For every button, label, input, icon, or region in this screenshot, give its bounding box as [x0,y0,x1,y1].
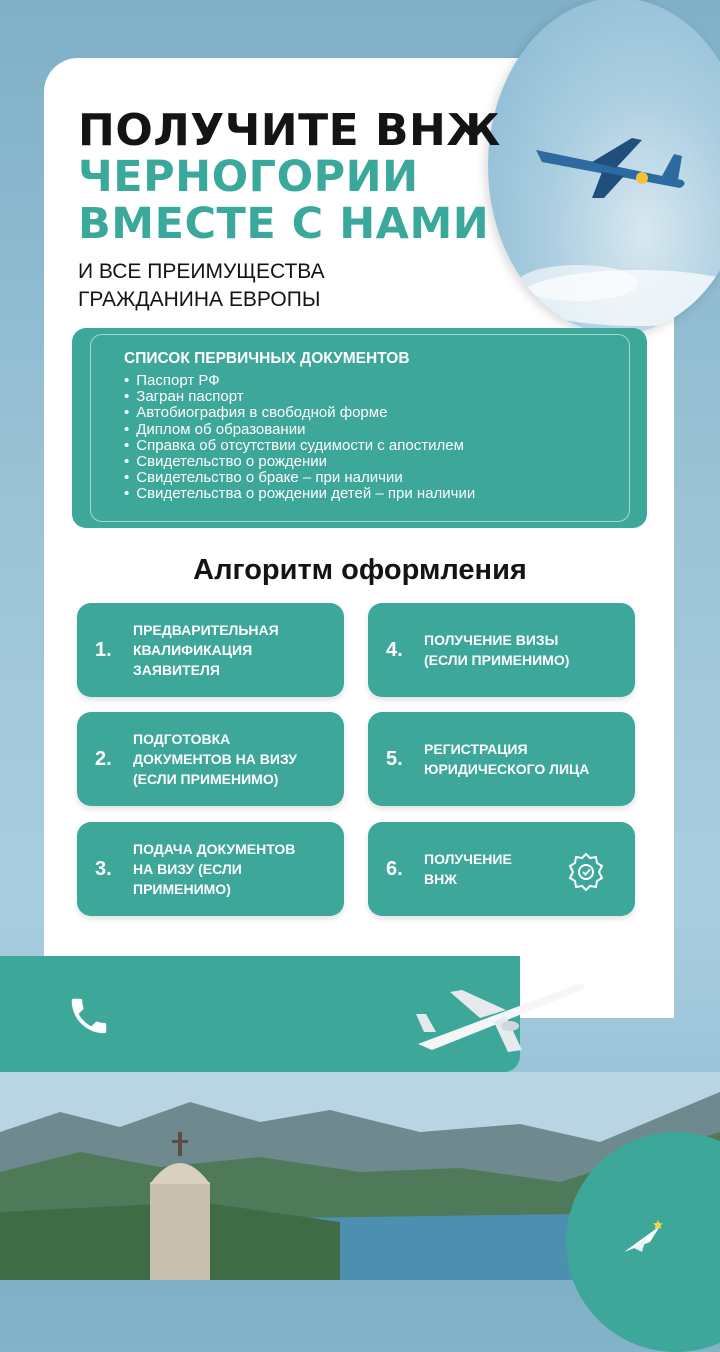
document-item: • Паспорт РФ [124,373,475,389]
step-card-5 [368,712,635,806]
airplane-icon [410,970,590,1056]
phone-icon[interactable] [66,993,112,1039]
step-card-3 [77,822,344,916]
airplane-icon [532,132,692,202]
documents-title: СПИСОК ПЕРВИЧНЫХ ДОКУМЕНТОВ [124,350,410,367]
award-badge-icon [566,852,606,892]
step-label: ПРЕДВАРИТЕЛЬНАЯ КВАЛИФИКАЦИЯ ЗАЯВИТЕЛЯ [133,622,279,678]
step-card-1 [77,603,344,697]
brand-logo-icon [620,1218,666,1258]
step-number: 6. [386,857,403,880]
subheadline-line1: И ВСЕ ПРЕИМУЩЕСТВА [78,260,325,283]
step-number: 1. [95,638,112,661]
step-card-6 [368,822,635,916]
step-label: РЕГИСТРАЦИЯ ЮРИДИЧЕСКОГО ЛИЦА [424,741,590,777]
algorithm-title: Алгоритм оформления [193,554,527,586]
documents-list [124,373,475,503]
document-item: • Загран паспорт [124,389,475,405]
step-label: ПОДГОТОВКА ДОКУМЕНТОВ НА ВИЗУ (ЕСЛИ ПРИМЕНИМО) [133,731,297,787]
step-number: 4. [386,638,403,661]
step-number: 3. [95,857,112,880]
step-label: ПОЛУЧЕНИЕ ВНЖ [424,851,512,887]
step-number: 5. [386,747,403,770]
step-label: ПОДАЧА ДОКУМЕНТОВ НА ВИЗУ (ЕСЛИ ПРИМЕНИМО) [133,841,296,897]
step-number: 2. [95,747,112,770]
step-card-4 [368,603,635,697]
subheadline-line2: ГРАЖДАНИНА ЕВРОПЫ [78,288,321,311]
document-item: • Свидетельство о рождении [124,454,475,470]
headline-line2: ЧЕРНОГОРИИ [78,152,419,202]
step-label: ПОЛУЧЕНИЕ ВИЗЫ (ЕСЛИ ПРИМЕНИМО) [424,632,570,668]
subheadline [78,258,325,314]
document-item: • Диплом об образовании [124,422,475,438]
document-item: • Автобиография в свободной форме [124,405,475,421]
document-item: • Справка об отсутствии судимости с апостилем [124,438,475,454]
headline-line1: ПОЛУЧИТЕ ВНЖ [78,105,501,156]
step-card-2 [77,712,344,806]
headline-line3: ВМЕСТЕ С НАМИ [78,199,490,249]
document-item: • Свидетельства о рождении детей – при наличии [124,486,475,502]
document-item: • Свидетельство о браке – при наличии [124,470,475,486]
